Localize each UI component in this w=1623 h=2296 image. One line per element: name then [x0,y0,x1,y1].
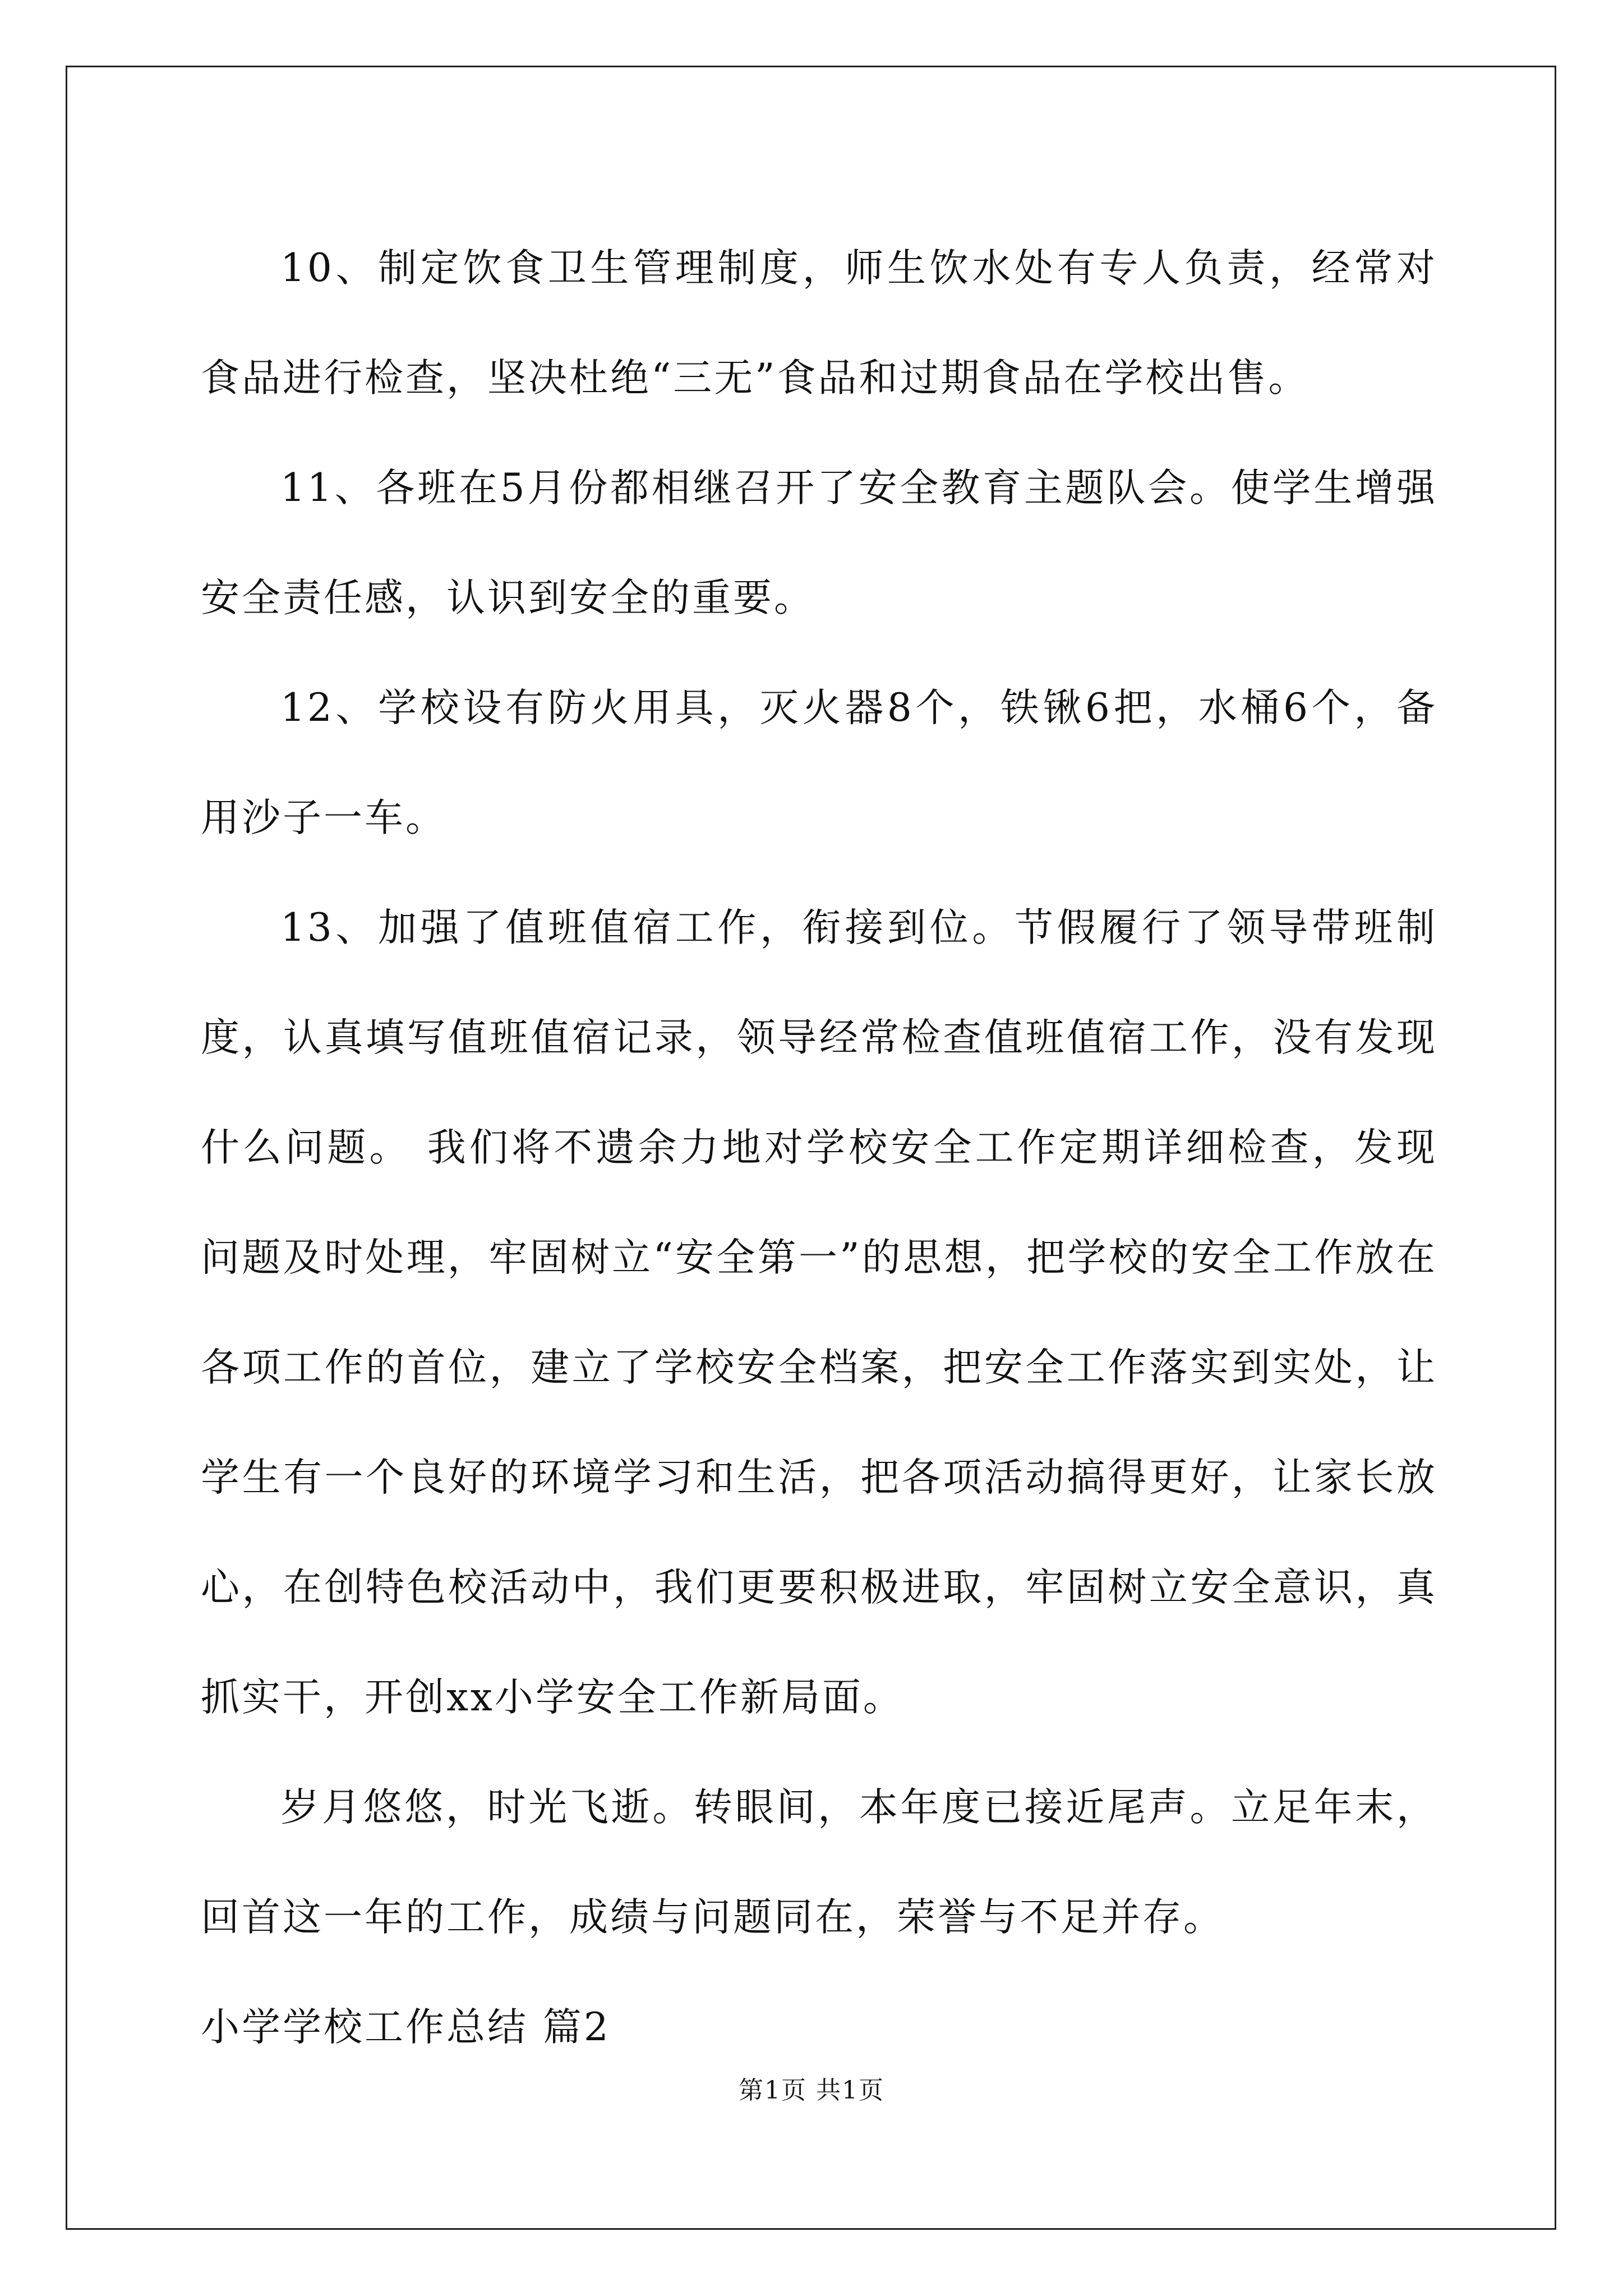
paragraph-10: 10、制定饮食卫生管理制度，师生饮水处有专人负责，经常对食品进行检查，坚决杜绝“三无”食品和过期食品在学校出售。 [201,246,1437,401]
paragraph-13: 13、加强了值班值宿工作，衔接到位。节假履行了领导带班制度，认真填写值班值宿记录，领导经常检查值班值宿工作，没有发现什么问题。 我们将不遗余力地对学校安全工作定期详细检查，发现问题及时处理，牢固树立“安全第一”的思想，把学校的安全工作放在各项工作的首位，建立了学校安全档案，把安全工作落实到实处，让学生有一个良好的环境学习和生活，把各项活动搞得更好，让家长放心，在创特色校活动中，我们更要积极进取，牢固树立安全意识，真抓实干，开创xx小学安全工作新局面。 [201,905,1437,1720]
paragraph-12: 12、学校设有防火用具，灭火器8个，铁锹6把，水桶6个，备用沙子一车。 [201,685,1437,840]
document-body [201,213,1437,2082]
page-footer: 第1页 共1页 [739,2076,884,2105]
paragraph-11: 11、各班在5月份都相继召开了安全教育主题队会。使学生增强安全责任感，认识到安全的重要。 [201,466,1437,620]
paragraph-closing: 岁月悠悠，时光飞逝。转眼间，本年度已接近尾声。立足年末，回首这一年的工作，成绩与问题同在，荣誉与不足并存。 [201,1785,1437,1940]
section-title: 小学学校工作总结 篇2 [201,2005,611,2050]
